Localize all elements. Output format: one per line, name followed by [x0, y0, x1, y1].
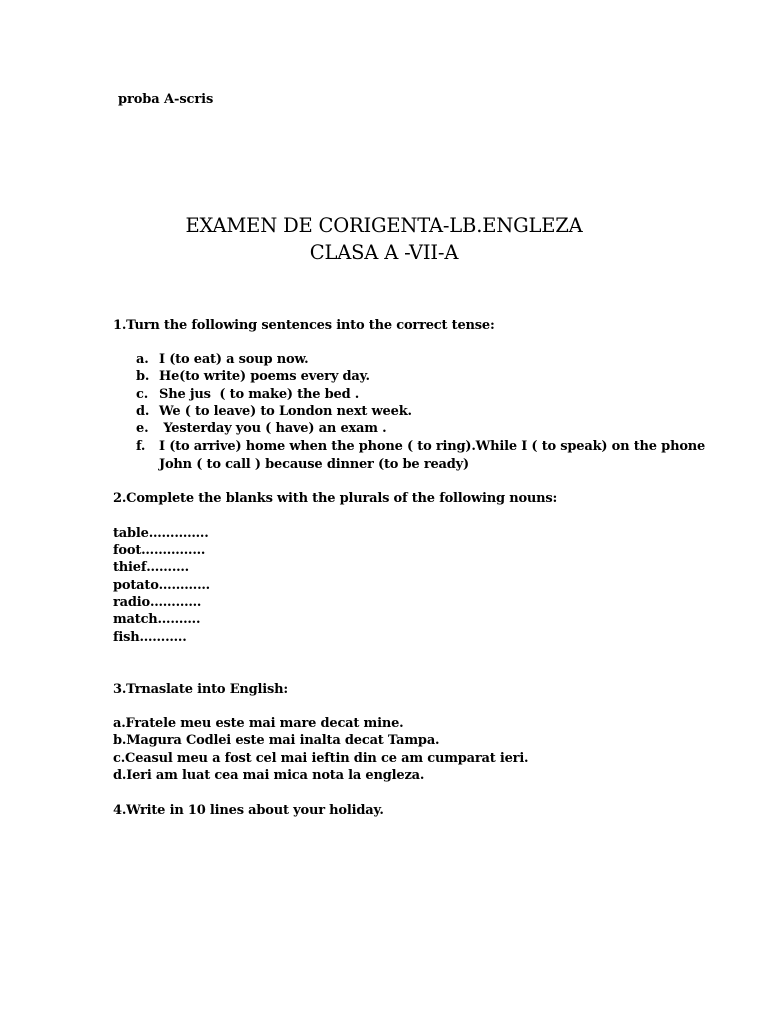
exam-title: EXAMEN DE CORIGENTA-LB.ENGLEZA: [185, 214, 583, 237]
section-4-heading: 4.Write in 10 lines about your holiday.: [113, 803, 384, 818]
noun-blank: fish………..: [113, 630, 187, 645]
list-item: He(to write) poems every day.: [159, 369, 370, 384]
noun-blank: table…………..: [113, 526, 209, 541]
section-1-heading: 1.Turn the following sentences into the correct tense:: [113, 318, 495, 333]
noun-blank: foot……………: [113, 543, 206, 558]
header-note: proba A-scris: [118, 92, 214, 107]
noun-blank: potato…………: [113, 578, 210, 593]
noun-blank: thief……….: [113, 560, 189, 575]
list-item-marker: d.: [136, 404, 150, 419]
section-2-heading: 2.Complete the blanks with the plurals of the following nouns:: [113, 491, 558, 506]
class-title: CLASA A -VII-A: [309, 241, 459, 264]
list-item-marker: c.: [136, 387, 149, 402]
translate-item: d.Ieri am luat cea mai mica nota la engleza.: [113, 768, 425, 783]
list-item-marker: b.: [136, 369, 150, 384]
list-item: Yesterday you ( have) an exam .: [159, 421, 387, 436]
list-item-marker: f.: [136, 439, 146, 454]
translate-item: b.Magura Codlei este mai inalta decat Tampa.: [113, 733, 440, 748]
list-item-continuation: John ( to call ) because dinner (to be ready): [159, 457, 469, 472]
noun-blank: radio…………: [113, 595, 202, 610]
list-item: We ( to leave) to London next week.: [159, 404, 412, 419]
translate-item: c.Ceasul meu a fost cel mai ieftin din ce am cumparat ieri.: [113, 751, 529, 766]
list-item-marker: a.: [136, 352, 149, 367]
translate-item: a.Fratele meu este mai mare decat mine.: [113, 716, 404, 731]
section-3-heading: 3.Trnaslate into English:: [113, 682, 288, 697]
list-item-marker: e.: [136, 421, 149, 436]
list-item: She jus ( to make) the bed .: [159, 387, 360, 402]
noun-blank: match……….: [113, 612, 201, 627]
list-item: I (to eat) a soup now.: [159, 352, 309, 367]
list-item: I (to arrive) home when the phone ( to ring).While I ( to speak) on the phone: [159, 439, 706, 454]
